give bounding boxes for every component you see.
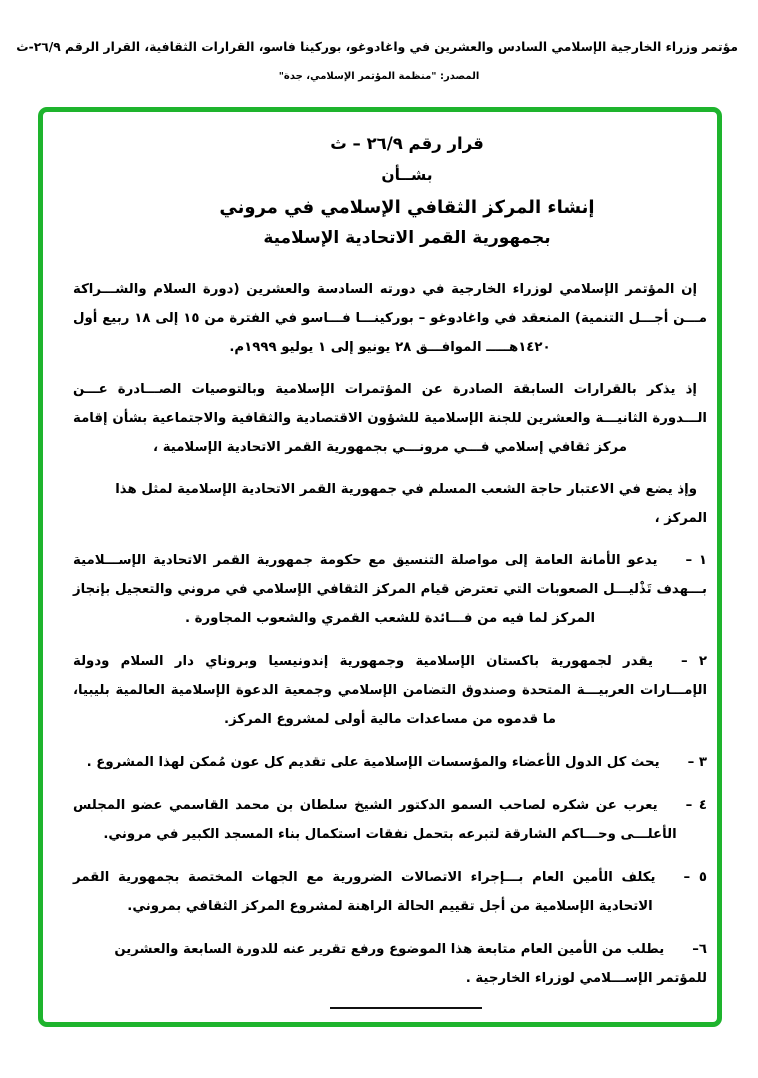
preamble-paragraph-3: وإذ يضع في الاعتبار حاجة الشعب المسلم في جمهورية القمر الاتحادية الإسلامية لمثل هذا المركز ، <box>115 482 707 526</box>
header-source: المصدر: "منظمة المؤتمر الإسلامي، جدة" <box>278 71 480 82</box>
closing-divider <box>330 1007 482 1009</box>
resolution-item-5 <box>73 863 707 921</box>
resolution-subject-line1: إنشاء المركز الثقافي الإسلامي في مروني <box>219 197 595 218</box>
item-number-1: ١ – <box>685 553 707 568</box>
item-number-3: ٣ – <box>687 755 707 770</box>
item-number-2: ٢ – <box>680 654 708 669</box>
resolution-subject-line2: بجمهورية القمر الاتحادية الإسلامية <box>263 228 551 248</box>
resolution-item-6 <box>73 935 707 993</box>
resolution-item-1 <box>73 546 707 633</box>
header-citation: مؤتمر وزراء الخارجية الإسلامي السادس والعشرين في واغادوغو، بوركينا فاسو، القرارات الثقافية، القرار الرقم ٢٦/٩-ث <box>16 40 738 54</box>
item-number-6: ٦– <box>692 942 707 957</box>
green-border-frame <box>38 107 722 1027</box>
resolution-number-title: قرار رقم ٢٦/٩ – ث <box>330 134 484 153</box>
resolution-item-3 <box>73 748 707 777</box>
resolution-subject-label: بشــأن <box>381 165 433 184</box>
item-text-3: يحث كل الدول الأعضاء والمؤسسات الإسلامية على تقديم كل عون مُمكن لهذا المشروع . <box>86 755 660 770</box>
preamble-paragraph-2: إذ يذكر بالقرارات السابقة الصادرة عن المؤتمرات الإسلامية وبالتوصيات الصـــادرة عـــن الـــدورة الثانيـــة والعشرين للجنة الإسلامية للشؤون الاقتصادية والثقافية والاجتماعية بشأن إقامة مركز ثقافي إسلامي فـــي مرونـــي بجمهورية القمر الاتحادية الإسلامية ، <box>73 382 707 455</box>
item-number-4: ٤ – <box>685 798 707 813</box>
item-text-1: يدعو الأمانة العامة إلى مواصلة التنسيق مع حكومة جمهورية القمر الاتحادية الإســـلامية بـــهدف تَذْليـــل الصعوبات التي تعترض قيام المركز الثقافي الإسلامي في مروني والتعجيل بإنجاز المركز لما فيه من فـــائدة للشعب القمري والشعوب المجاورة . <box>73 553 707 626</box>
item-text-2: يقدر لجمهورية باكستان الإسلامية وجمهورية إندونيسيا وبروناي دار السلام ودولة الإمـــارات العربيـــة المتحدة وصندوق التضامن الإسلامي وجمعية الدعوة الإسلامية العالمية بليبيا، ما قدموه من مساعدات مالية أولى لمشروع المركز. <box>73 654 707 727</box>
resolution-item-2 <box>73 647 707 734</box>
item-number-5: ٥ – <box>683 870 708 885</box>
preamble-paragraph-1: إن المؤتمر الإسلامي لوزراء الخارجية في دورته السادسة والعشرين (دورة السلام والشـــراكة مـــن أجـــل التنمية) المنعقد في واغادوغو – بوركينـــا فـــاسو في الفترة من ١٥ إلى ١٨ ربيع أول ١٤٢٠هـــــ الموافـــق ٢٨ يونيو إلى ١ يوليو ١٩٩٩م. <box>73 282 707 355</box>
item-text-5: يكلف الأمين العام بـــإجراء الاتصالات الضرورية مع الجهات المختصة بجمهورية القمر الاتحادية الإسلامية من أجل تقييم الحالة الراهنة لمشروع المركز الثقافي بمروني. <box>73 870 656 914</box>
item-text-6: يطلب من الأمين العام متابعة هذا الموضوع ورفع تقرير عنه للدورة السابعة والعشرين للمؤتمر الإســـلامي لوزراء الخارجية . <box>114 942 707 986</box>
resolution-body <box>73 275 707 1009</box>
item-text-4: يعرب عن شكره لصاحب السمو الدكتور الشيخ سلطان بن محمد القاسمي عضو المجلس الأعلـــى وحـــاكم الشارقة لتبرعه بتحمل نفقات استكمال بناء المسجد الكبير في مروني. <box>73 798 677 842</box>
resolution-title-block <box>70 136 744 247</box>
resolution-item-4 <box>73 791 707 849</box>
